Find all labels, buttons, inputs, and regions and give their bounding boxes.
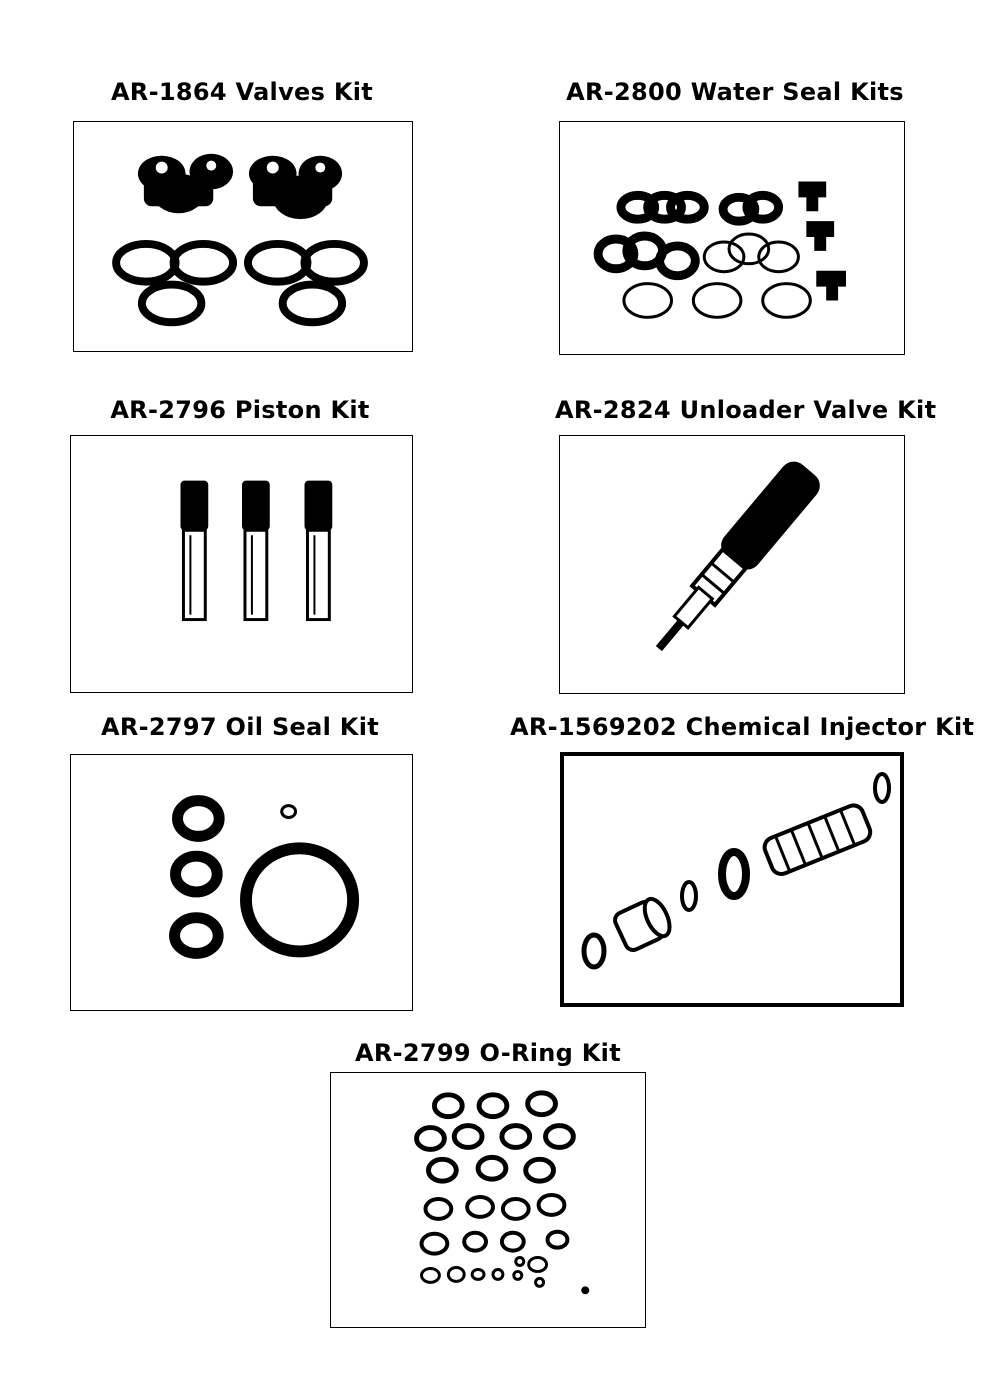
kit-title-water-seal: AR-2800 Water Seal Kits [566, 78, 904, 106]
water-seal-kits-illustration [560, 122, 904, 354]
unloader-valve-kit-illustration [560, 436, 904, 693]
kit-title-valves: AR-1864 Valves Kit [110, 78, 374, 106]
chemical-injector-kit-illustration [564, 756, 900, 1003]
kit-image-water-seal [559, 121, 905, 355]
kit-title-oil-seal: AR-2797 Oil Seal Kit [100, 713, 379, 741]
oil-seal-kit-illustration [71, 755, 412, 1010]
kit-image-valves [73, 121, 413, 352]
kit-image-unloader-valve [559, 435, 905, 694]
kit-title-unloader-valve: AR-2824 Unloader Valve Kit [555, 396, 937, 424]
kit-title-piston: AR-2796 Piston Kit [110, 396, 370, 424]
kit-image-chemical-injector [560, 752, 904, 1007]
kit-title-chemical-injector: AR-1569202 Chemical Injector Kit [510, 713, 975, 741]
kit-image-oil-seal [70, 754, 413, 1011]
o-ring-kit-illustration [331, 1073, 645, 1327]
piston-kit-illustration [71, 436, 412, 692]
kit-image-o-ring [330, 1072, 646, 1328]
kit-image-piston [70, 435, 413, 693]
kit-title-o-ring: AR-2799 O-Ring Kit [354, 1039, 621, 1067]
valves-kit-illustration [74, 122, 412, 351]
